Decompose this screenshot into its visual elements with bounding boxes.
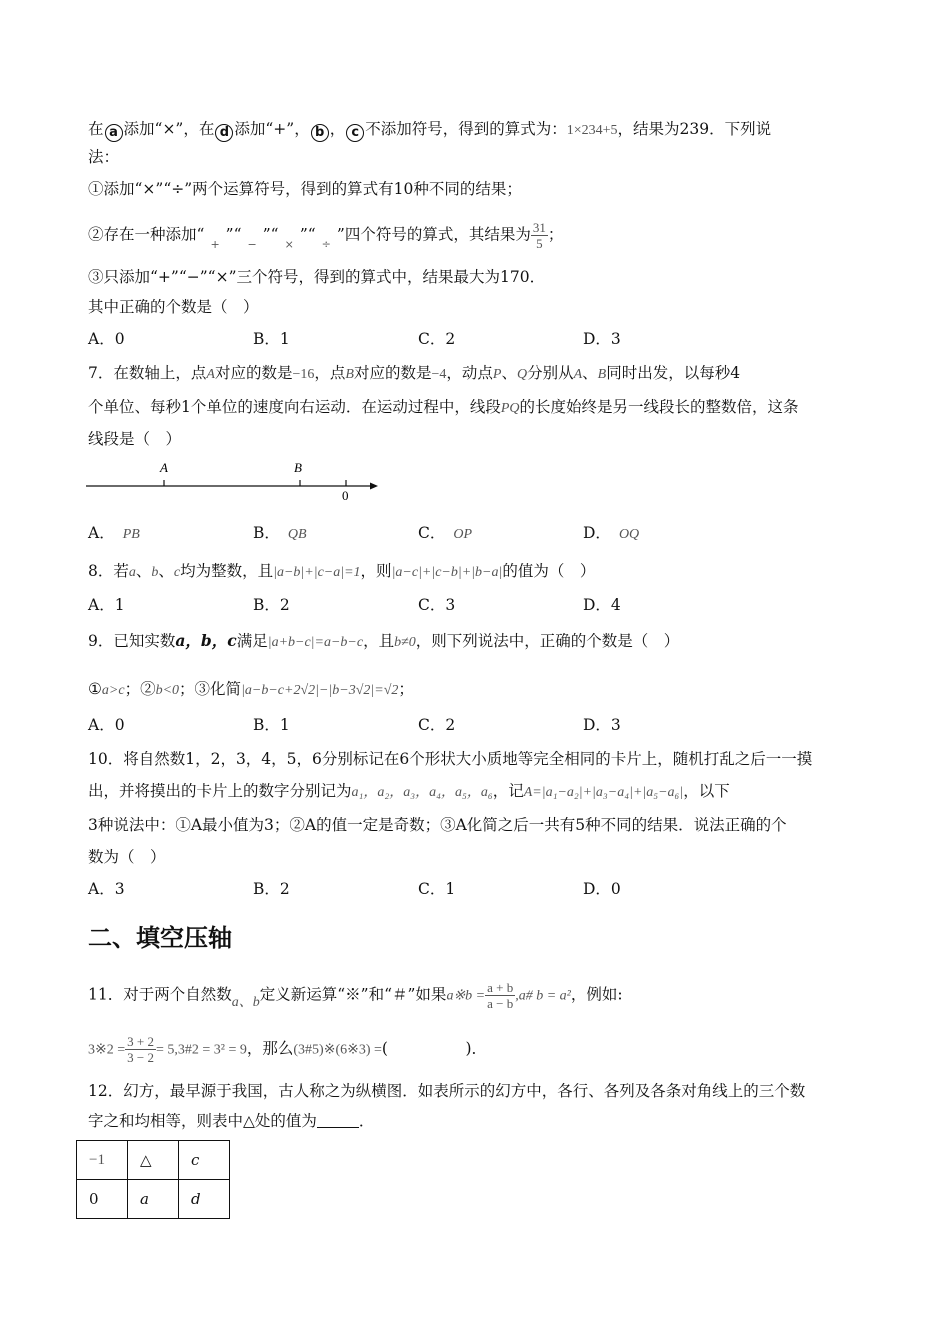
option-a[interactable]: A． PB	[88, 524, 140, 542]
option-d[interactable]: D． OQ	[583, 524, 640, 542]
q10-line-4: 数为（ ）	[88, 848, 166, 866]
table-cell-triangle: △	[128, 1141, 179, 1180]
option-c[interactable]: C．3	[418, 596, 456, 614]
text: 不添加符号，得到的算式为：	[365, 120, 567, 138]
option-c[interactable]: C．2	[418, 330, 456, 348]
fraction: $\frac{3 + 2}{3 - 2}$	[127, 1034, 154, 1065]
q12-line-2: 字之和均相等，则表中△处的值为 ．	[88, 1112, 375, 1130]
option-d[interactable]: D．3	[583, 716, 621, 734]
answer-blank[interactable]: ( )．	[381, 1039, 488, 1058]
option-d[interactable]: D．0	[583, 880, 621, 898]
axis-label-b: B	[294, 460, 302, 475]
q6-statement-2: ②存在一种添加“$_+”“_-”“_\times”“_\div$”四个符号的算式，其结果为 $\frac{31}{5}$ ；	[88, 220, 564, 251]
option-a[interactable]: A．0	[88, 716, 125, 734]
divide-symbol: ÷	[321, 237, 331, 251]
text: 添加“×”，在	[123, 120, 215, 138]
option-a[interactable]: A．1	[88, 596, 125, 614]
plus-symbol: +	[210, 237, 220, 251]
q9-statements: ①a>c；②b<0；③化简|a−b−c+2√2|−|b−3√2|=√2；	[88, 680, 414, 698]
times-symbol: ×	[284, 237, 294, 251]
circle-a-icon: a	[105, 124, 123, 142]
axis-label-0: 0	[342, 488, 349, 503]
q12-line-1: 12．幻方，最早源于我国，古人称之为纵横图．如表所示的幻方中，各行、各列及各条对角线上的三个数	[88, 1082, 806, 1100]
table-row	[77, 1141, 230, 1180]
table-cell: d	[179, 1180, 230, 1219]
q6-line-1	[88, 118, 771, 142]
q8-line-1: 8．若a、b、c均为整数，且|a−b|+|c−a|=1，则|a−c|+|c−b|+|b−a|的值为（ ）	[88, 562, 596, 580]
fraction: $\frac{31}{5}$	[532, 220, 546, 251]
option-c[interactable]: C．2	[418, 716, 456, 734]
text: ；	[547, 225, 564, 244]
magic-square-table	[76, 1140, 230, 1219]
text: 添加“+”，	[234, 120, 310, 138]
q7-line-2: 个单位、每秒1个单位的速度向右运动．在运动过程中，线段PQ的长度始终是另一线段长的整数倍，这条	[88, 398, 799, 416]
minus-symbol: −	[247, 237, 257, 251]
q10-line-3: 3种说法中：①A最小值为3；②A的值一定是奇数；③A化简之后一共有5种不同的结果．说法正确的个	[88, 816, 787, 834]
q7-line-3: 线段是（ ）	[88, 430, 182, 448]
circle-c-icon: c	[346, 124, 364, 142]
q6-statement-1: ①添加“×”“÷”两个运算符号，得到的算式有10种不同的结果；	[88, 180, 522, 198]
option-b[interactable]: B．2	[253, 880, 290, 898]
q10-line-1: 10．将自然数1，2，3，4，5，6分别标记在6个形状大小质地等完全相同的卡片上，随机打乱之后一一摸	[88, 750, 813, 768]
circle-b-icon: b	[311, 124, 329, 142]
math-expression: 1×234+5	[566, 123, 618, 138]
option-c[interactable]: C． OP	[418, 524, 473, 542]
axis-label-a: A	[160, 460, 168, 475]
option-d[interactable]: D．4	[583, 596, 621, 614]
option-a[interactable]: A．0	[88, 330, 125, 348]
q10-line-2: 出，并将摸出的卡片上的数字分别记为a₁，a₂，a₃，a₄，a₅，a₆，记A=|a₁−a₂|+|a₃−a₄|+|a₅−a₆|，以下	[88, 782, 730, 800]
option-c[interactable]: C．1	[418, 880, 456, 898]
text: ②存在一种添加“	[88, 225, 205, 244]
fraction: $\frac{a + b}{a - b}$	[487, 980, 514, 1011]
table-cell: a	[128, 1180, 179, 1219]
q11-line-1: 11．对于两个自然数a、b定义新运算“※”和“＃”如果a※b = $\frac{a + b}{a - b}$ ,a# b = a²，例如:	[88, 980, 623, 1011]
table-cell: 0	[77, 1180, 128, 1219]
option-b[interactable]: B．2	[253, 596, 290, 614]
q6-question: 其中正确的个数是（ ）	[88, 298, 259, 316]
q7-line-1: 7．在数轴上，点A对应的数是−16，点B对应的数是−4，动点P、Q分别从A、B同时出发，以每秒4	[88, 364, 741, 382]
text: 在	[88, 120, 104, 138]
table-row	[77, 1180, 230, 1219]
number-line-figure	[86, 458, 386, 506]
option-d[interactable]: D．3	[583, 330, 621, 348]
option-b[interactable]: B． QB	[253, 524, 307, 542]
table-cell: c	[179, 1141, 230, 1180]
section-title: 二、填空压轴	[88, 924, 232, 952]
answer-blank[interactable]	[317, 1113, 359, 1128]
text: ，结果为239．下列说	[617, 120, 772, 138]
arrow-head-icon	[370, 483, 378, 490]
q6-line-2: 法：	[88, 148, 120, 166]
circle-d-icon: d	[215, 124, 233, 142]
table-cell: −1	[77, 1141, 128, 1180]
text: ”四个符号的算式，其结果为	[336, 225, 531, 244]
q6-statement-3: ③只添加“+”“−”“×”三个符号，得到的算式中，结果最大为170．	[88, 268, 546, 286]
q9-line-1: 9．已知实数a，b，c满足|a+b−c|=a−b−c，且b≠0，则下列说法中，正确的个数是（ ）	[88, 631, 680, 650]
q11-line-2: 3※2 = $\frac{3 + 2}{3 - 2}$ = 5,3#2 = 3² = 9，那么(3#5)※(6※3) =( )．	[88, 1034, 488, 1065]
option-b[interactable]: B．1	[253, 330, 290, 348]
text: ，	[329, 120, 346, 138]
option-b[interactable]: B．1	[253, 716, 290, 734]
option-a[interactable]: A．3	[88, 880, 125, 898]
